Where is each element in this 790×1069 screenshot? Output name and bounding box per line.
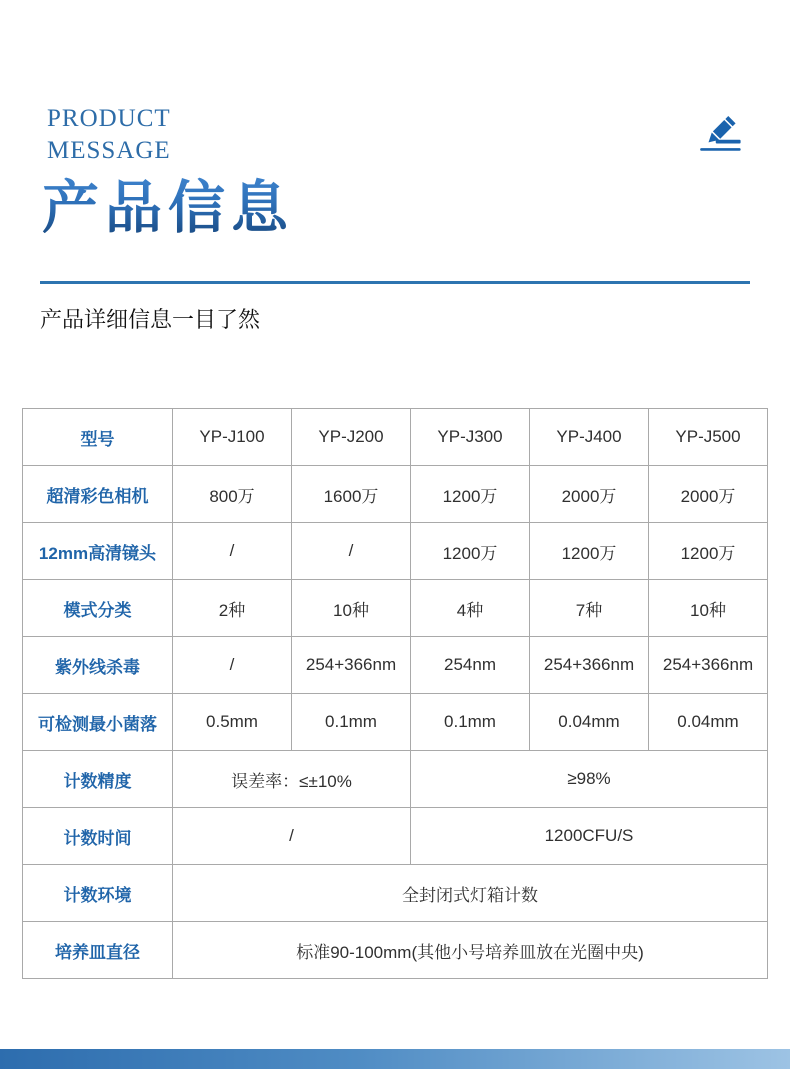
spec-cell-merged-right: ≥98% <box>411 751 768 808</box>
spec-cell-merged-right: 1200CFU/S <box>411 808 768 865</box>
spec-cell-merged-left: / <box>173 808 411 865</box>
spec-cell: / <box>173 637 292 694</box>
page-title: 产品信息 <box>42 168 294 248</box>
spec-cell: 0.04mm <box>649 694 768 751</box>
spec-cell-full: 全封闭式灯箱计数 <box>173 865 768 922</box>
spec-cell: 0.1mm <box>411 694 530 751</box>
spec-cell: 1600万 <box>292 466 411 523</box>
spec-row-label: 模式分类 <box>23 580 173 637</box>
spec-row-uv <box>23 637 768 694</box>
spec-row-modes <box>23 580 768 637</box>
spec-row-label: 可检测最小菌落 <box>23 694 173 751</box>
spec-row-label: 计数精度 <box>23 751 173 808</box>
corner-label: 型号 <box>23 409 173 466</box>
eyebrow-line-1: PRODUCT <box>47 105 171 132</box>
eyebrow-line-2: MESSAGE <box>47 137 171 164</box>
spec-row-label: 计数环境 <box>23 865 173 922</box>
footer-gradient-bar <box>0 1049 790 1069</box>
model-name: YP-J100 <box>173 409 292 466</box>
spec-cell: 4种 <box>411 580 530 637</box>
spec-cell: 2000万 <box>649 466 768 523</box>
spec-cell: 10种 <box>649 580 768 637</box>
spec-cell: 254+366nm <box>649 637 768 694</box>
model-name: YP-J500 <box>649 409 768 466</box>
spec-row-colony <box>23 694 768 751</box>
spec-cell: 7种 <box>530 580 649 637</box>
spec-cell: 1200万 <box>411 523 530 580</box>
spec-cell: / <box>292 523 411 580</box>
spec-cell: 1200万 <box>411 466 530 523</box>
spec-row-label: 超清彩色相机 <box>23 466 173 523</box>
spec-row-label: 12mm高清镜头 <box>23 523 173 580</box>
spec-row-lens <box>23 523 768 580</box>
spec-row-dish-diameter <box>23 922 768 979</box>
model-name: YP-J300 <box>411 409 530 466</box>
spec-row-count-time <box>23 808 768 865</box>
spec-cell: 1200万 <box>649 523 768 580</box>
spec-cell: 1200万 <box>530 523 649 580</box>
table-header-row <box>23 409 768 466</box>
eyebrow-text <box>47 103 171 167</box>
spec-row-environment <box>23 865 768 922</box>
spec-cell: 0.04mm <box>530 694 649 751</box>
spec-cell: 2种 <box>173 580 292 637</box>
spec-cell: 10种 <box>292 580 411 637</box>
spec-cell-merged-left: 误差率：≤±10% <box>173 751 411 808</box>
spec-cell: 254+366nm <box>292 637 411 694</box>
spec-cell: 254nm <box>411 637 530 694</box>
spec-row-accuracy <box>23 751 768 808</box>
spec-row-label: 紫外线杀毒 <box>23 637 173 694</box>
spec-cell: 800万 <box>173 466 292 523</box>
spec-cell-full: 标准90-100mm(其他小号培养皿放在光圈中央) <box>173 922 768 979</box>
spec-row-camera <box>23 466 768 523</box>
spec-cell: 0.1mm <box>292 694 411 751</box>
spec-row-label: 计数时间 <box>23 808 173 865</box>
pencil-edit-icon <box>694 102 752 160</box>
page-subtitle: 产品详细信息一目了然 <box>40 307 261 332</box>
spec-cell: 254+366nm <box>530 637 649 694</box>
spec-cell: / <box>173 523 292 580</box>
spec-cell: 0.5mm <box>173 694 292 751</box>
spec-cell: 2000万 <box>530 466 649 523</box>
title-divider <box>40 281 750 284</box>
spec-row-label: 培养皿直径 <box>23 922 173 979</box>
model-name: YP-J200 <box>292 409 411 466</box>
model-name: YP-J400 <box>530 409 649 466</box>
spec-table <box>22 408 768 979</box>
